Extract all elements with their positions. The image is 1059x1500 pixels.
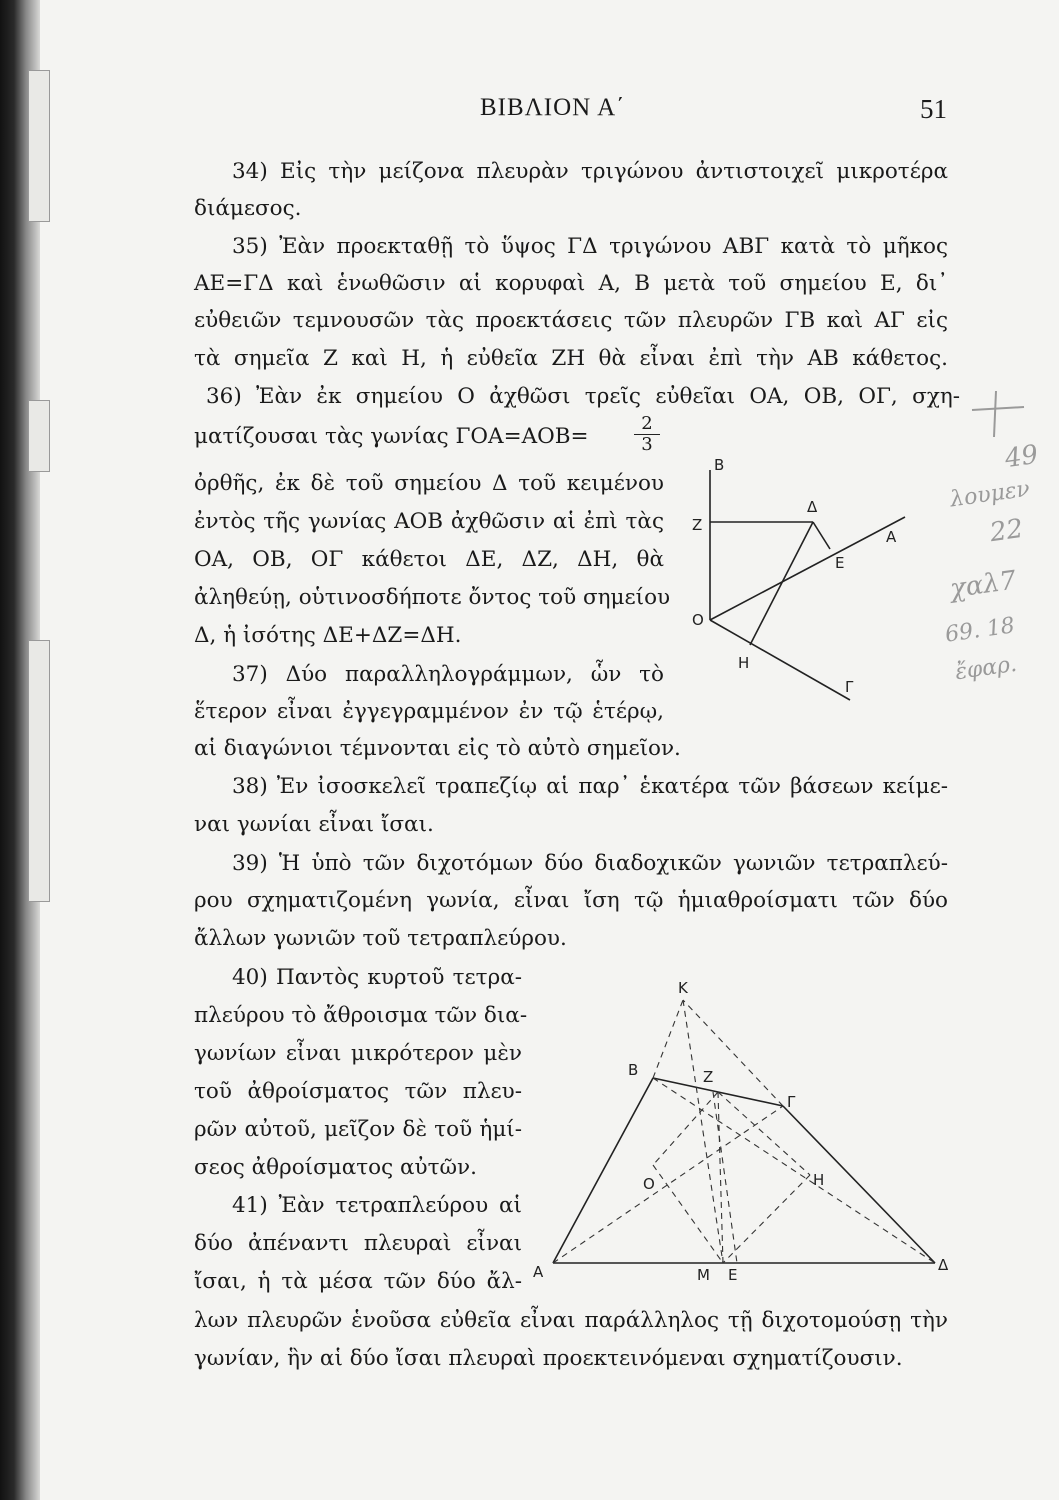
page-header [0,88,1059,128]
page-number: 51 [920,94,947,124]
text-line: τὰ σημεῖα Ζ καὶ Η, ἡ εὐθεῖα ΖΗ θὰ εἶναι ἐπὶ τὴν ΑΒ κάθετος. [194,346,948,371]
label-B: Β [628,1061,639,1079]
text-line: πλεύρου τὸ ἄθροισμα τῶν δια- [194,1003,528,1028]
text-line: ρου σχηματιζομένη γωνία, εἶναι ἴση τῷ ἡμιαθροίσματι τῶν δύο [194,888,948,913]
binding-tab [28,640,50,902]
line-ZO [653,1092,718,1165]
margin-cross-mark [968,385,1028,445]
text-line: ἀληθεύῃ, οὑτινοσδήποτε ὄντος τοῦ σημείου [194,585,671,610]
text-line: γωνίων εἶναι μικρότερον μὲν [194,1041,522,1066]
text-line: ΟΑ, ΟΒ, ΟΓ κάθετοι ΔΕ, ΔΖ, ΔΗ, θὰ [194,547,664,572]
fraction [634,414,660,455]
margin-note: λουμεν [948,476,1032,513]
line-DH [750,522,813,645]
label-K: Κ [678,979,688,997]
text-line: 38) Ἐν ἰσοσκελεῖ τραπεζίῳ αἱ παρ᾽ ἑκατέρα τῶν βάσεων κείμε- [232,774,948,799]
text-line: δύο ἀπέναντι πλευραὶ εἶναι [194,1231,522,1256]
extension-BK [653,1000,683,1078]
text-line: ὀρθῆς, ἐκ δὲ τοῦ σημείου Δ τοῦ κειμένου [194,471,664,496]
text-line: διάμεσος. [194,196,302,221]
running-title: ΒΙΒΛΙΟΝ Α΄ [480,94,626,121]
text-line: σεος ἀθροίσματος αὐτῶν. [194,1155,477,1180]
label-A: Α [533,1263,544,1281]
text-line: εὐθειῶν τεμνουσῶν τὰς προεκτάσεις τῶν πλευρῶν ΓΒ καὶ ΑΓ εἰς [194,308,948,333]
label-O: Ο [643,1175,655,1193]
label-Z: Ζ [692,516,703,534]
text-line: 35) Ἐὰν προεκταθῇ τὸ ὕψος ΓΔ τριγώνου ΑΒΓ κατὰ τὸ μῆκος [232,234,948,259]
binding-tab [28,400,50,472]
label-E: Ε [728,1266,738,1284]
text-line: τοῦ ἀθροίσματος τῶν πλευ- [194,1079,522,1104]
side-GD [783,1106,935,1263]
fraction-denominator: 3 [634,434,660,455]
label-E: Ε [835,554,845,572]
label-G: Γ [845,678,854,696]
text-line: ἐντὸς τῆς γωνίας ΑΟΒ ἀχθῶσιν αἱ ἐπὶ τὰς [194,509,664,534]
text-line: 34) Εἰς τὴν μείζονα πλευρὰν τριγώνου ἀντιστοιχεῖ μικροτέρα [232,159,948,184]
margin-note: 49 [1003,439,1041,475]
text-line: ἴσαι, ἡ τὰ μέσα τῶν δύο ἄλ- [194,1269,522,1294]
text-line: 39) Ἡ ὑπὸ τῶν διχοτόμων δύο διαδοχικῶν γωνιῶν τετραπλεύ- [232,851,948,876]
text-line: 37) Δύο παραλληλογράμμων, ὧν τὸ [232,662,664,687]
side-AB [553,1078,653,1263]
text-line: ΑΕ=ΓΔ καὶ ἑνωθῶσιν αἱ κορυφαὶ Α, Β μετὰ τοῦ σημείου Ε, δι᾽ [194,271,948,296]
label-H: Η [813,1171,825,1189]
line-KM [683,1000,723,1263]
line-ZE [713,1092,737,1263]
text-line: Δ, ἡ ἰσότης ΔΕ+ΔΖ=ΔΗ. [194,623,462,648]
label-H: Η [738,654,750,672]
text-line: ρῶν αὐτοῦ, μεῖζον δὲ τοῦ ἡμί- [194,1117,522,1142]
line-ZH [718,1092,810,1175]
text-line: 41) Ἐὰν τετραπλεύρου αἱ [232,1193,522,1218]
line-DE [813,522,830,549]
text-line: ἄλλων γωνιῶν τοῦ τετραπλεύρου. [194,926,567,951]
margin-note: 69. 18 [943,613,1017,648]
line-OG [710,620,850,700]
text-line: 40) Παντὸς κυρτοῦ τετρα- [232,965,522,990]
fraction-numerator: 2 [641,413,653,434]
line-OM [653,1165,723,1263]
line-HM [723,1175,810,1263]
label-A: Α [886,528,897,546]
label-D: Δ [807,498,818,516]
label-O: Ο [692,611,704,629]
text-line: ματίζουσαι τὰς γωνίας ΓΟΑ=ΑΟΒ= [194,424,589,449]
text-line: 36) Ἐὰν ἐκ σημείου Ο ἀχθῶσι τρεῖς εὐθεῖαι ΟΑ, ΟΒ, ΟΓ, σχη- [206,384,960,409]
label-D: Δ [938,1256,949,1274]
text-line: ναι γωνίαι εἶναι ἴσαι. [194,812,434,837]
text-line: λων πλευρῶν ἑνοῦσα εὐθεῖα εἶναι παράλληλος τῇ διχοτομούσῃ τὴν [194,1308,948,1333]
margin-note: 22 [988,513,1026,549]
label-M: Μ [697,1266,710,1284]
extension-GK [683,1000,783,1106]
text-line: ἕτερον εἶναι ἐγγεγραμμένον ἐν τῷ ἑτέρῳ, [194,699,664,724]
label-G: Γ [787,1093,796,1111]
diagonal-AG [553,1106,783,1263]
line-ZM [718,1092,723,1263]
text-line: γωνίαν, ἣν αἱ δύο ἴσαι πλευραὶ προεκτεινόμεναι σχηματίζουσιν. [194,1346,903,1371]
figure-problem-41 [525,975,970,1300]
figure-problem-36 [680,450,920,720]
text-line: αἱ διαγώνιοι τέμνονται εἰς τὸ αὐτὸ σημεῖον. [194,736,681,761]
label-Z: Ζ [703,1068,714,1086]
margin-note: χαλ7 [948,565,1019,605]
margin-note: ἔφαρ. [953,651,1019,686]
label-B: Β [714,456,725,474]
